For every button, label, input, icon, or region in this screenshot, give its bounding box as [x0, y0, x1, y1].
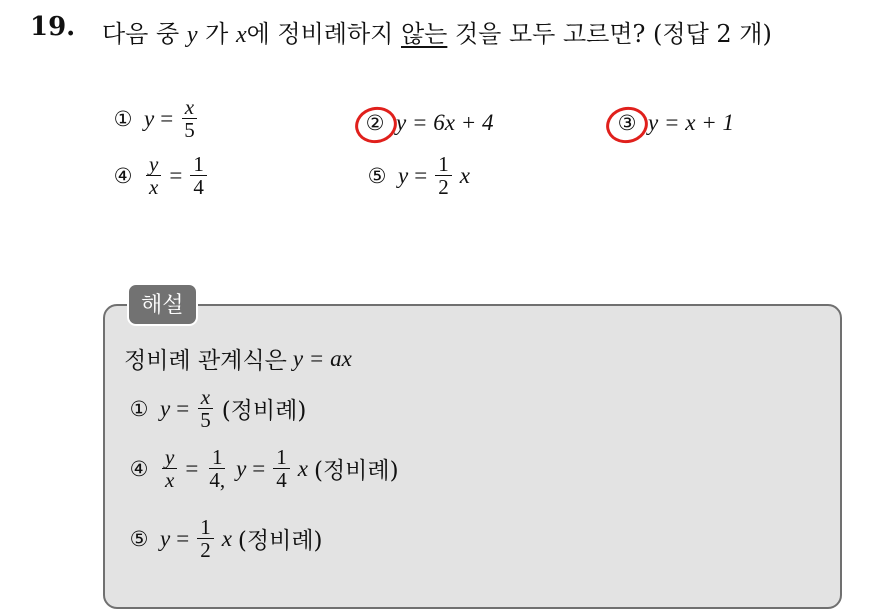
solution-line-0 [124, 342, 352, 375]
solution-line-0-text: 정비례 관계식은 [124, 348, 287, 374]
fraction-denominator: 5 [200, 408, 211, 433]
solution-line-2-lhs2: y [236, 455, 247, 481]
solution-line-2-tail: x [297, 455, 308, 481]
solution-line-2-fraction-3 [273, 446, 290, 491]
option-4-marker: ④ [113, 163, 133, 188]
question-text-mid2: 에 정비례하지 [246, 20, 394, 48]
option-1-lhs: y [144, 105, 155, 131]
fraction-numerator: 1 [209, 446, 226, 469]
solution-line-3-fraction [197, 516, 214, 561]
fraction-numerator: 1 [190, 153, 207, 176]
option-5-fraction [435, 153, 452, 198]
solution-line-1-fraction [197, 386, 214, 431]
option-2-expression: y = 6x + 4 [396, 110, 494, 135]
option-5[interactable] [362, 153, 470, 198]
solution-tag: 해설 [127, 283, 198, 326]
option-1[interactable] [108, 96, 200, 141]
solution-line-3 [124, 516, 323, 561]
solution-line-1-marker: ① [129, 396, 149, 421]
option-2[interactable] [360, 110, 493, 136]
solution-line-2-fraction-2 [206, 446, 228, 491]
fraction-numerator: x [198, 386, 213, 409]
option-1-eq: = [160, 105, 174, 131]
question-text-mid1: 가 [205, 20, 229, 48]
option-5-marker: ⑤ [367, 163, 387, 188]
fraction-numerator: y [162, 446, 177, 469]
solution-line-2-marker: ④ [129, 456, 149, 481]
fraction-numerator: x [182, 96, 197, 119]
option-4-eq: = [169, 162, 183, 188]
fraction-denominator: 4 [276, 468, 287, 493]
solution-line-2-eq: = [185, 455, 199, 481]
fraction-denominator: x [165, 468, 175, 493]
solution-line-3-eq: = [176, 525, 190, 551]
option-3[interactable] [612, 110, 734, 136]
question-underlined-word: 않는 [400, 20, 448, 48]
question-var-y: y [186, 22, 198, 48]
option-2-marker: ② [365, 111, 385, 135]
option-5-tail: x [459, 162, 470, 188]
option-3-marker: ③ [617, 111, 637, 135]
question-var-x: x [235, 22, 247, 48]
fraction-numerator: 1 [435, 153, 452, 176]
solution-line-3-marker: ⑤ [129, 526, 149, 551]
fraction-denominator: 2 [438, 175, 449, 200]
fraction-denominator: 2 [200, 538, 211, 563]
option-4-fraction-right [190, 153, 207, 198]
solution-line-3-tail: x [221, 525, 232, 551]
option-5-eq: = [414, 162, 428, 188]
question-number: 19. [30, 12, 76, 42]
solution-line-2-eq2: = [252, 455, 266, 481]
option-4-fraction-left [146, 153, 161, 198]
fraction-numerator: 1 [273, 446, 290, 469]
option-1-marker: ① [113, 106, 133, 131]
solution-line-2-fraction-1 [162, 446, 177, 491]
solution-line-1-eq: = [176, 395, 190, 421]
question-text-before: 다음 중 [102, 20, 180, 48]
fraction-denominator: 4 [193, 175, 204, 200]
solution-line-0-expression: y = ax [292, 345, 352, 371]
solution-line-3-note: (정비례) [237, 528, 323, 555]
option-5-lhs: y [398, 162, 409, 188]
fraction-numerator: y [146, 153, 161, 176]
fraction-denominator: 5 [184, 118, 195, 143]
option-3-expression: y = x + 1 [648, 110, 734, 135]
fraction-denominator: x [149, 175, 159, 200]
solution-line-2-note: (정비례) [313, 458, 399, 485]
fraction-numerator: 1 [197, 516, 214, 539]
question-text-after: 것을 모두 고르면? (정답 2 개) [455, 20, 772, 48]
option-1-fraction [181, 96, 198, 141]
solution-line-1-lhs: y [160, 395, 171, 421]
fraction-denominator: 4, [209, 468, 226, 493]
solution-line-1 [124, 386, 306, 431]
solution-line-1-note: (정비례) [221, 398, 307, 425]
question-text [102, 14, 772, 49]
solution-line-2 [124, 446, 399, 491]
option-4[interactable] [108, 153, 209, 198]
solution-line-3-lhs: y [160, 525, 171, 551]
